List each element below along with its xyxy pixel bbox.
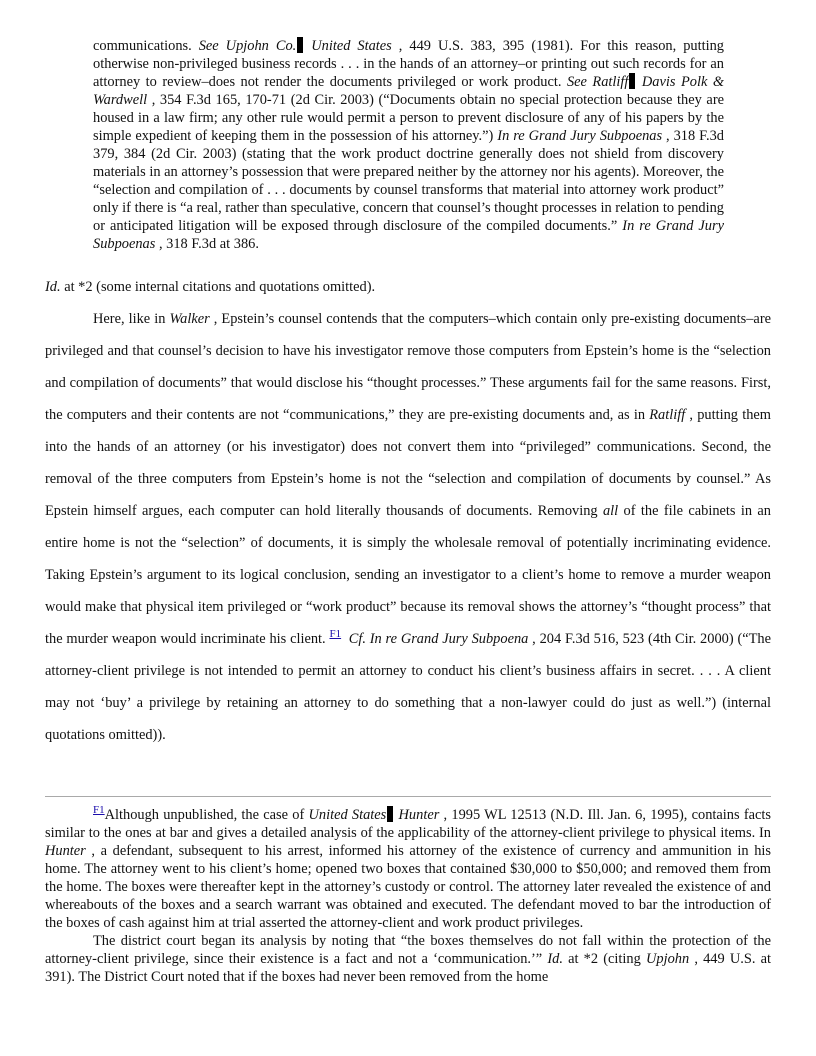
footnote-paragraph: [45, 932, 771, 986]
footnote-text: , 449 U.S. at 391). The District Court noted that if the boxes had never been removed from the home: [45, 951, 772, 985]
citation: See Upjohn Co.: [198, 38, 297, 54]
case-name: Hunter: [394, 807, 440, 823]
case-name: Upjohn: [645, 951, 690, 967]
block-quote: [93, 37, 724, 253]
redaction-mark: [387, 806, 393, 822]
footnote-link[interactable]: F1: [329, 628, 342, 641]
emphasis: all: [602, 503, 619, 519]
citation: Id.: [547, 951, 563, 967]
footnote-paragraph: [45, 806, 771, 932]
footnote-text: Although unpublished, the case of: [104, 807, 309, 823]
case-name: Hunter: [45, 843, 86, 859]
quote-text: , 318 F.3d 379, 384 (2d Cir. 2003) (stating that the work product doctrine generally does not shield from discovery materials in an attorney’s possession that were prepared neither by the attorney nor his agents). Moreover, the “selection and compilation of . . . documents by counsel transforms that material into attorney work product” only if there is “a real, rather than speculative, concern that counsel’s thought processes in relation to pending or anticipated litigation will be exposed through disclosure of the compiled documents.”: [93, 128, 724, 234]
case-name: Walker: [169, 311, 210, 327]
citation: United States: [304, 38, 392, 54]
citation: See Ratliff: [566, 74, 629, 90]
block-quote-text: [93, 37, 724, 253]
redaction-mark: [297, 37, 303, 53]
footnote: [45, 806, 771, 986]
footnote-text: , a defendant, subsequent to his arrest, informed his attorney of the existence of currency and ammunition in his home. The attorney went to his client’s home; opened two boxes that contained $30,000 to $50,000; and removed them from the home. The boxes were thereafter kept in the attorney’s custody or control. The attorney later revealed the existence of and whereabouts of the boxes and a search warrant was obtained and executed. The defendant moved to bar the introduction of the boxes of cash against him at trial asserted the attorney-client and work product privileges.: [45, 843, 771, 931]
case-name: United States: [308, 807, 387, 823]
redaction-mark: [629, 73, 635, 89]
body-text-run: Here, like in: [93, 311, 170, 327]
body-text: [45, 303, 771, 751]
footnote-anchor-link[interactable]: F1: [93, 804, 105, 817]
body-text-run: , 204 F.3d 516, 523 (4th Cir. 2000) (“The attorney-client privilege is not intended to permit an attorney to conduct his client’s business affairs in secret. . . . A client may not ‘buy’ a privilege by retaining an attorney to do something that a non-lawyer could do just as well.”) (internal quotations omitted)).: [45, 631, 771, 743]
footnote-divider: [45, 796, 771, 797]
quote-text: communications.: [93, 38, 199, 54]
citation: Id.: [45, 279, 61, 295]
footnote-text: , 1995 WL 12513 (N.D. Ill. Jan. 6, 1995), contains facts similar to the ones at bar and gives a detailed analysis of the applicability of the attorney-client privilege to physical items. In: [45, 807, 771, 841]
citation: Cf. In re Grand Jury Subpoena: [348, 631, 529, 647]
body-paragraph: [45, 303, 771, 751]
quote-text: , 354 F.3d 165, 170-71 (2d Cir. 2003) (“Documents obtain no special protection because they are housed in a law firm; any other rule would permit a person to prevent disclosure of any of his papers by the simple expedient of keeping them in the possession of his attorney.”): [93, 92, 724, 144]
body-text-run: of the file cabinets in an entire home is not the “selection” of documents, it is simply the wholesale removal of potentially incriminating evidence. Taking Epstein’s argument to its logical conclusion, sending an investigator to a client’s home to remove a murder weapon would make that physical item privileged or “work product” because its removal shows the attorney’s “thought process” that the murder weapon would incriminate his client.: [45, 503, 772, 647]
citation: In re Grand Jury Subpoenas: [497, 128, 663, 144]
id-citation-line: [45, 278, 375, 296]
footnote-text: The district court began its analysis by noting that “the boxes themselves do not fall within the protection of the attorney-client privilege, since their existence is a fact and not a ‘communication.’”: [45, 933, 771, 967]
quote-text: , 318 F.3d at 386.: [155, 236, 259, 252]
quote-text: , 449 U.S. 383, 395 (1981). For this reason, putting otherwise non-privileged business records . . . in the hands of an attorney–or printing out such records for an attorney to review–does not render the documents privileged or work product.: [93, 38, 724, 90]
body-text-run: , putting them into the hands of an attorney (or his investigator) does not convert them into “privileged” communications. Second, the removal of the three computers from Epstein’s home is not the “selection and compilation of documents by counsel.” As Epstein himself argues, each computer can hold literally thousands of documents. Removing: [45, 407, 771, 519]
id-line-text: at *2 (some internal citations and quotations omitted).: [60, 279, 376, 295]
citation: In re Grand Jury Subpoenas: [93, 218, 724, 252]
citation: Davis Polk & Wardwell: [93, 74, 725, 108]
footnote-text: at *2 (citing: [562, 951, 646, 967]
case-name: Ratliff: [649, 407, 686, 423]
body-text-run: , Epstein’s counsel contends that the computers–which contain only pre-existing documents–are privileged and that counsel’s decision to have his investigator remove those computers from Epstein’s home is the “selection and compilation of documents” that would disclose his “thought processes.” These arguments fail for the same reasons. First, the computers and their contents are not “communications,” they are pre-existing documents and, as in: [45, 311, 771, 423]
